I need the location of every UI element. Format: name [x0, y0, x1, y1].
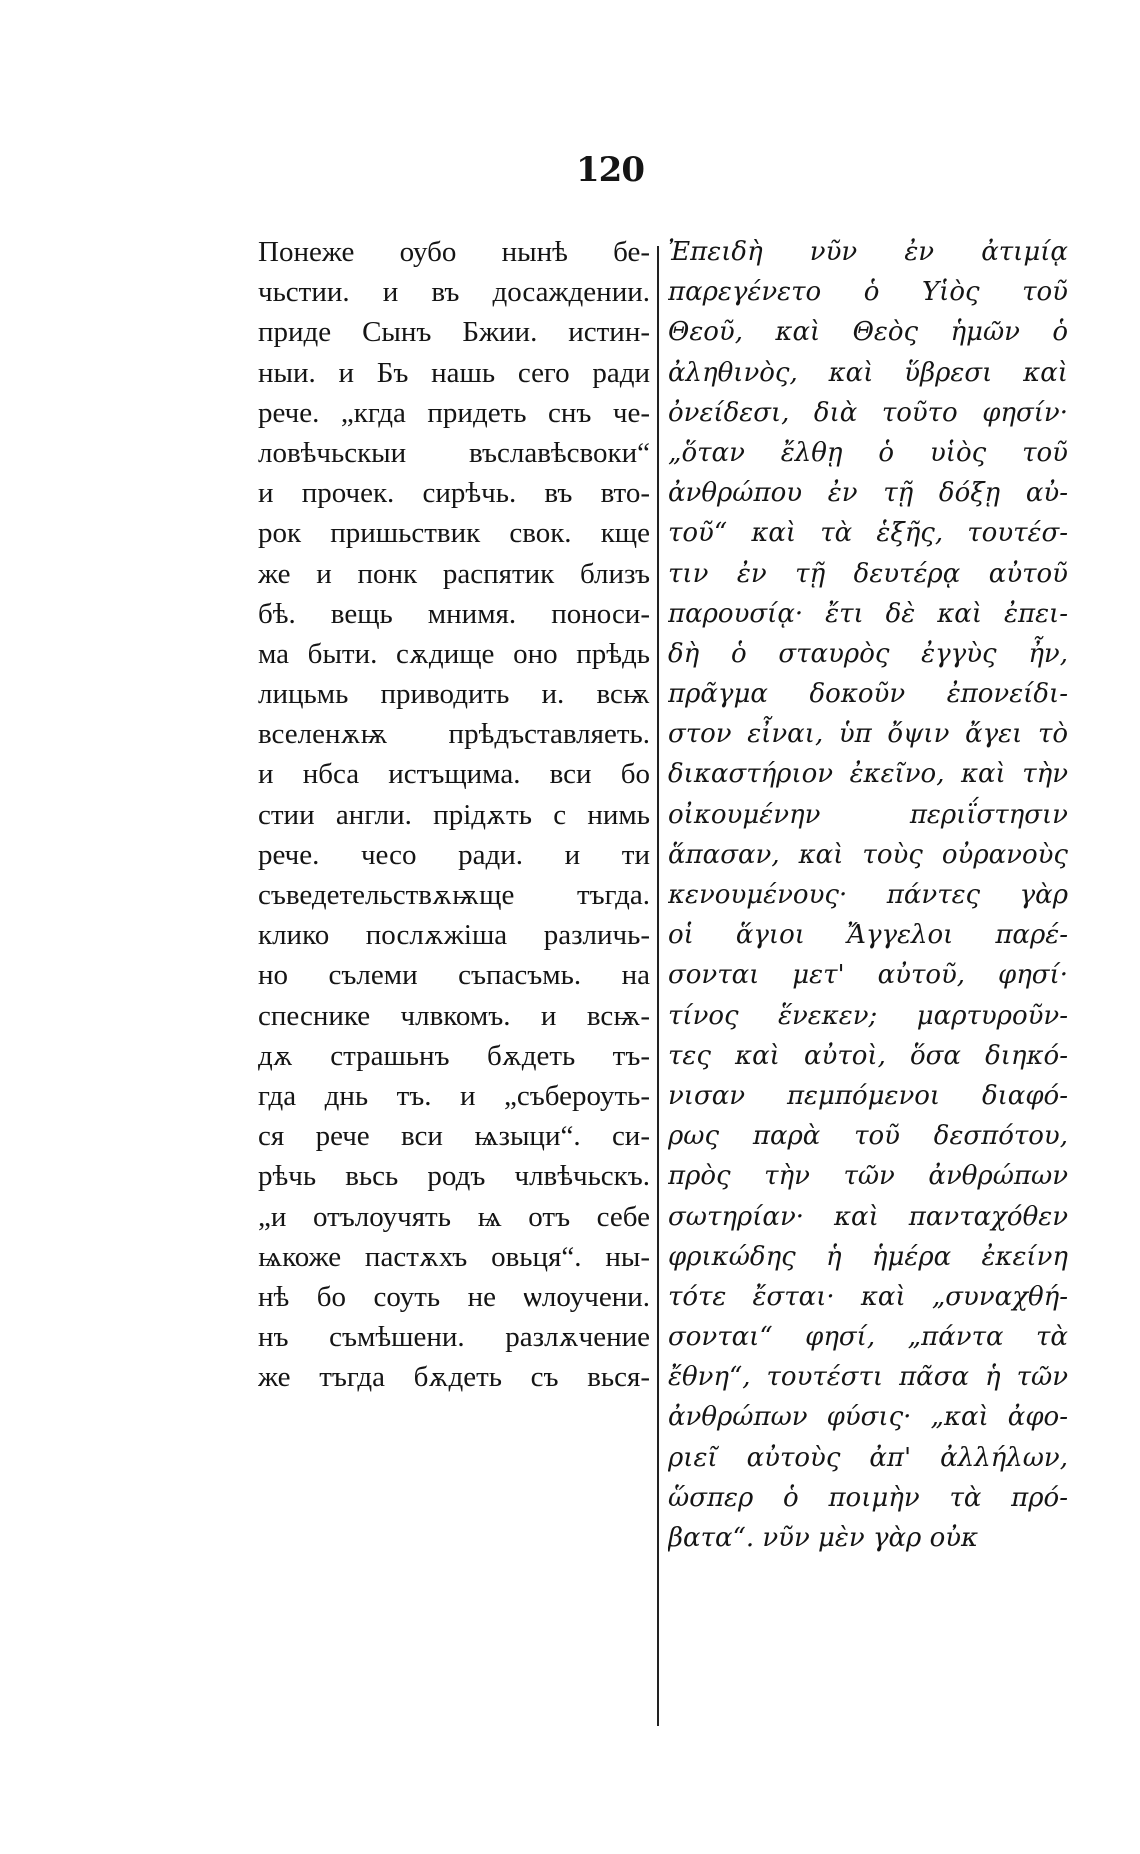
slavonic-text-line: гда днь тъ. и „събероуть-: [258, 1079, 650, 1112]
greek-text-line: ριεῖ αὐτοὺς ἀπ' ἀλλήλων,: [668, 1442, 1068, 1473]
greek-text-line: νισαν πεμπόμενοι διαφό-: [668, 1080, 1068, 1111]
slavonic-text-line: ма быти. сѫдище оно прѣдь: [258, 637, 650, 670]
greek-text-line: πρᾶγμα δοκοῦν ἐπονείδι-: [668, 679, 1068, 710]
greek-text-line: ἀνθρώπων φύσις· „καὶ ἀφο-: [668, 1402, 1068, 1433]
greek-text-line: παρουσίᾳ· ἔτι δὲ καὶ ἐπει-: [668, 598, 1068, 629]
slavonic-text-line: лицьмь приводить и. всѭ: [258, 678, 650, 711]
slavonic-text-line: чьстии. и въ досаждении.: [258, 276, 650, 309]
greek-text-line: οἰκουμένην περιΐστησιν: [668, 799, 1068, 830]
slavonic-text-line: приде Сынъ Бжии. истин-: [258, 316, 650, 349]
greek-text-line: τίνος ἕνεκεν; μαρτυροῦν-: [668, 1000, 1068, 1031]
greek-text-line: κενουμένους· πάντες γὰρ: [668, 880, 1068, 910]
slavonic-text-line: вселенѫѭ прѣдъставляеть.: [258, 718, 650, 751]
slavonic-text-line: ловѣчьскыи въславѣсвоки“: [258, 436, 650, 469]
slavonic-text-line: спеснике члвкомъ. и всѭ-: [258, 999, 650, 1032]
greek-text-line: φρικώδης ἡ ἡμέρα ἐκείνη: [668, 1241, 1068, 1272]
column-divider: [657, 246, 659, 1726]
slavonic-text-line: но сълеми съпасъмь. на: [258, 959, 650, 992]
page-number: 120: [576, 150, 644, 190]
slavonic-text-line: рече. „кгда придеть снъ че-: [258, 396, 650, 429]
greek-text-line: σωτηρίαν· καὶ πανταχόθεν: [668, 1201, 1068, 1232]
greek-text-line: τιν ἐν τῇ δευτέρᾳ αὐτοῦ: [668, 558, 1068, 589]
slavonic-text-line: нъ съмѣшени. разлѫчение: [258, 1321, 650, 1354]
slavonic-text-line: же и понк распятик близъ: [258, 557, 650, 590]
slavonic-text-line: „и отълоучять ѩ отъ себе: [258, 1200, 650, 1233]
greek-text-line: τότε ἔσται· καὶ „συναχθή-: [668, 1281, 1068, 1312]
greek-text-line: ἔθνη“, τουτέστι πᾶσα ἡ τῶν: [668, 1362, 1068, 1393]
greek-text-line: „ὅταν ἔλθῃ ὁ υἱὸς τοῦ: [668, 437, 1068, 468]
slavonic-text-line: дѫ страшьнъ бѫдеть тъ-: [258, 1039, 650, 1072]
greek-text-line: δὴ ὁ σταυρὸς ἐγγὺς ἦν,: [668, 638, 1068, 669]
slavonic-text-line: съведетельствѫѭще тъгда.: [258, 879, 650, 911]
greek-text-line: σονται“ φησί, „πάντα τὰ: [668, 1322, 1068, 1353]
greek-text-line: βατα“. νῦν μὲν γὰρ οὐκ: [668, 1523, 979, 1553]
slavonic-text-line: нѣ бо соуть не ѡлоучени.: [258, 1280, 650, 1313]
slavonic-text-line: стии англи. прідѫть с нимь: [258, 798, 650, 831]
greek-text-line: ἅπασαν, καὶ τοὺς οὐρανοὺς: [668, 839, 1068, 870]
slavonic-text-line: же тъгда бѫдеть съ вься-: [258, 1361, 650, 1394]
slavonic-text-line: бѣ. вещь мнимя. поноси-: [258, 597, 650, 630]
slavonic-text-line: и прочек. сирѣчь. въ вто-: [258, 477, 650, 510]
slavonic-text-line: рече. чесо ради. и ти: [258, 838, 650, 871]
greek-text-line: ἀνθρώπου ἐν τῇ δόξῃ αὐ-: [668, 478, 1068, 509]
greek-text-line: οἱ ἅγιοι Ἄγγελοι παρέ-: [668, 920, 1068, 951]
slavonic-text-line: и нбса истъщима. вси бо: [258, 758, 650, 791]
greek-text-line: στον εἶναι, ὑπ ὄψιν ἄγει τὸ: [668, 719, 1068, 750]
greek-text-line: ἀληθινὸς, καὶ ὕβρεσι καὶ: [668, 357, 1068, 388]
greek-text-line: παρεγένετο ὁ Υἱὸς τοῦ: [668, 277, 1068, 308]
greek-text-line: πρὸς τὴν τῶν ἀνθρώπων: [668, 1161, 1068, 1192]
greek-text-line: Ἐπειδὴ νῦν ἐν ἀτιμίᾳ: [668, 237, 1068, 267]
slavonic-text-line: ся рече вси ѩзыци“. си-: [258, 1120, 650, 1153]
slavonic-text-line: рѣчь вьсь родъ члвѣчьскъ.: [258, 1160, 650, 1193]
greek-column: [668, 232, 1068, 1558]
greek-text-line: ρως παρὰ τοῦ δεσπότου,: [668, 1121, 1068, 1152]
greek-text-line: τοῦ“ καὶ τὰ ἑξῆς, τουτέσ-: [668, 518, 1068, 549]
greek-text-line: τες καὶ αὐτοὶ, ὅσα διηκό-: [668, 1040, 1068, 1071]
slavonic-text-line: ѩкоже пастѫхъ овьця“. ны-: [258, 1240, 650, 1273]
greek-text-line: ὀνείδεσι, διὰ τοῦτο φησίν·: [668, 397, 1068, 428]
slavonic-text-line: рок пришьствик свок. кще: [258, 517, 650, 550]
slavonic-text-line: Понеже оубо нынѣ бе-: [258, 236, 650, 268]
greek-text-line: ὥσπερ ὁ ποιμὴν τὰ πρό-: [668, 1482, 1068, 1513]
greek-text-line: σονται μετ' αὐτοῦ, φησί·: [668, 960, 1068, 991]
slavonic-text-line: ныи. и Бъ нашь сего ради: [258, 356, 650, 389]
greek-text-line: δικαστήριον ἐκεῖνο, καὶ τὴν: [668, 759, 1068, 790]
slavonic-text-line: клико послѫжіша различь-: [258, 919, 650, 952]
greek-text-line: Θεοῦ, καὶ Θεὸς ἡμῶν ὁ: [668, 317, 1068, 348]
church-slavonic-column: [258, 232, 650, 1397]
